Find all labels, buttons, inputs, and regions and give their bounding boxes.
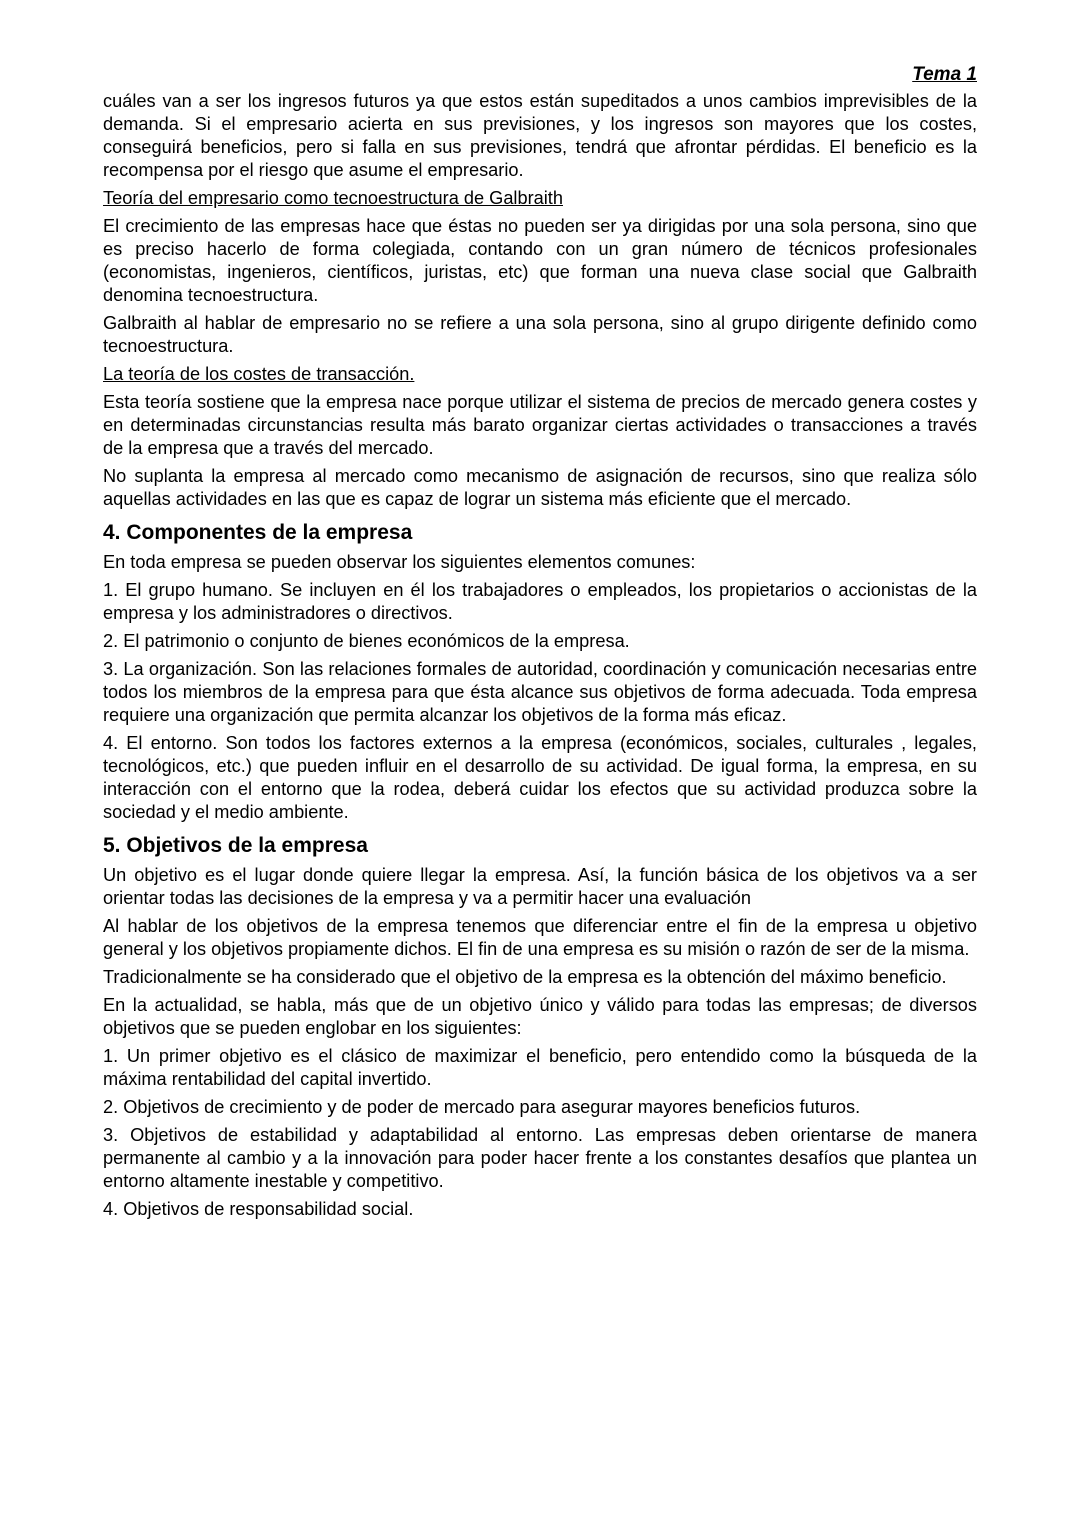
list-item-objetivo: 2. Objetivos de crecimiento y de poder de mercado para asegurar mayores beneficios futuros. [103,1097,861,1117]
paragraph-objetivos-3: Tradicionalmente se ha considerado que el objetivo de la empresa es la obtención del máximo beneficio. [103,967,947,987]
paragraph-galbraith-1: El crecimiento de las empresas hace que éstas no pueden ser ya dirigidas por una sola persona, sino que es preciso hacerlo de forma colegiada, contando con un gran número de técnicos profesionales (economistas, ingenieros, científicos, juristas, etc) que forman una nueva clase social que Galbraith denomina tecnoestructura. [103,216,977,305]
list-item-componente: 1. El grupo humano. Se incluyen en él los trabajadores o empleados, los propietarios o accionistas de la empresa y los administradores o directivos. [103,580,977,623]
section-heading-componentes: 4. Componentes de la empresa [103,521,413,544]
paragraph-objetivos-1: Un objetivo es el lugar donde quiere llegar la empresa. Así, la función básica de los objetivos va a ser orientar todas las decisiones de la empresa y va a permitir hacer una evaluación [103,865,977,908]
paragraph-galbraith-2: Galbraith al hablar de empresario no se refiere a una sola persona, sino al grupo dirigente definido como tecnoestructura. [103,313,977,356]
list-item-componente: 4. El entorno. Son todos los factores externos a la empresa (económicos, sociales, culturales , legales, tecnológicos, etc.) que pueden influir en el desarrollo de su actividad. De igual forma, la empresa, en su interacción con el entorno que la rodea, deberá cuidar los efectos que su actividad produzca sobre la sociedad y el medio ambiente. [103,733,977,822]
list-item-componente: 3. La organización. Son las relaciones formales de autoridad, coordinación y comunicación necesarias entre todos los miembros de la empresa para que ésta alcance sus objetivos de forma adecuada. Toda empresa requiere una organización que permita alcanzar los objetivos de la forma más eficaz. [103,659,977,725]
paragraph-transaccion-1: Esta teoría sostiene que la empresa nace porque utilizar el sistema de precios de mercado genera costes y en determinadas circunstancias resulta más barato organizar ciertas actividades o transacciones a través de la empresa que a través del mercado. [103,392,977,458]
subheading-transaccion: La teoría de los costes de transacción. [103,364,415,384]
list-item-objetivo: 4. Objetivos de responsabilidad social. [103,1199,414,1219]
page-header-title: Tema 1 [912,64,977,85]
document-page [103,62,977,1226]
paragraph-transaccion-2: No suplanta la empresa al mercado como mecanismo de asignación de recursos, sino que realiza sólo aquellas actividades en las que es capaz de lograr un sistema más eficiente que el mercado. [103,466,977,509]
list-item-objetivo: 3. Objetivos de estabilidad y adaptabilidad al entorno. Las empresas deben orientarse de manera permanente al cambio y a la innovación para poder hacer frente a los constantes desafíos que plantea un entorno altamente inestable y competitivo. [103,1125,977,1191]
paragraph-componentes-intro: En toda empresa se pueden observar los siguientes elementos comunes: [103,552,696,572]
paragraph-intro: cuáles van a ser los ingresos futuros ya que estos están supeditados a unos cambios imprevisibles de la demanda. Si el empresario acierta en sus previsiones, y los ingresos son mayores que los costes, conseguirá beneficios, pero si falla en sus previsiones, tendrá que afrontar pérdidas. El beneficio es la recompensa por el riesgo que asume el empresario. [103,91,977,180]
paragraph-objetivos-2: Al hablar de los objetivos de la empresa tenemos que diferenciar entre el fin de la empresa u objetivo general y los objetivos propiamente dichos. El fin de una empresa es su misión o razón de ser de la misma. [103,916,977,959]
subheading-galbraith: Teoría del empresario como tecnoestructura de Galbraith [103,188,563,208]
section-heading-objetivos: 5. Objetivos de la empresa [103,834,368,857]
list-item-componente: 2. El patrimonio o conjunto de bienes económicos de la empresa. [103,631,630,651]
paragraph-objetivos-4: En la actualidad, se habla, más que de un objetivo único y válido para todas las empresas; de diversos objetivos que se pueden englobar en los siguientes: [103,995,977,1038]
list-item-objetivo: 1. Un primer objetivo es el clásico de maximizar el beneficio, pero entendido como la búsqueda de la máxima rentabilidad del capital invertido. [103,1046,977,1089]
